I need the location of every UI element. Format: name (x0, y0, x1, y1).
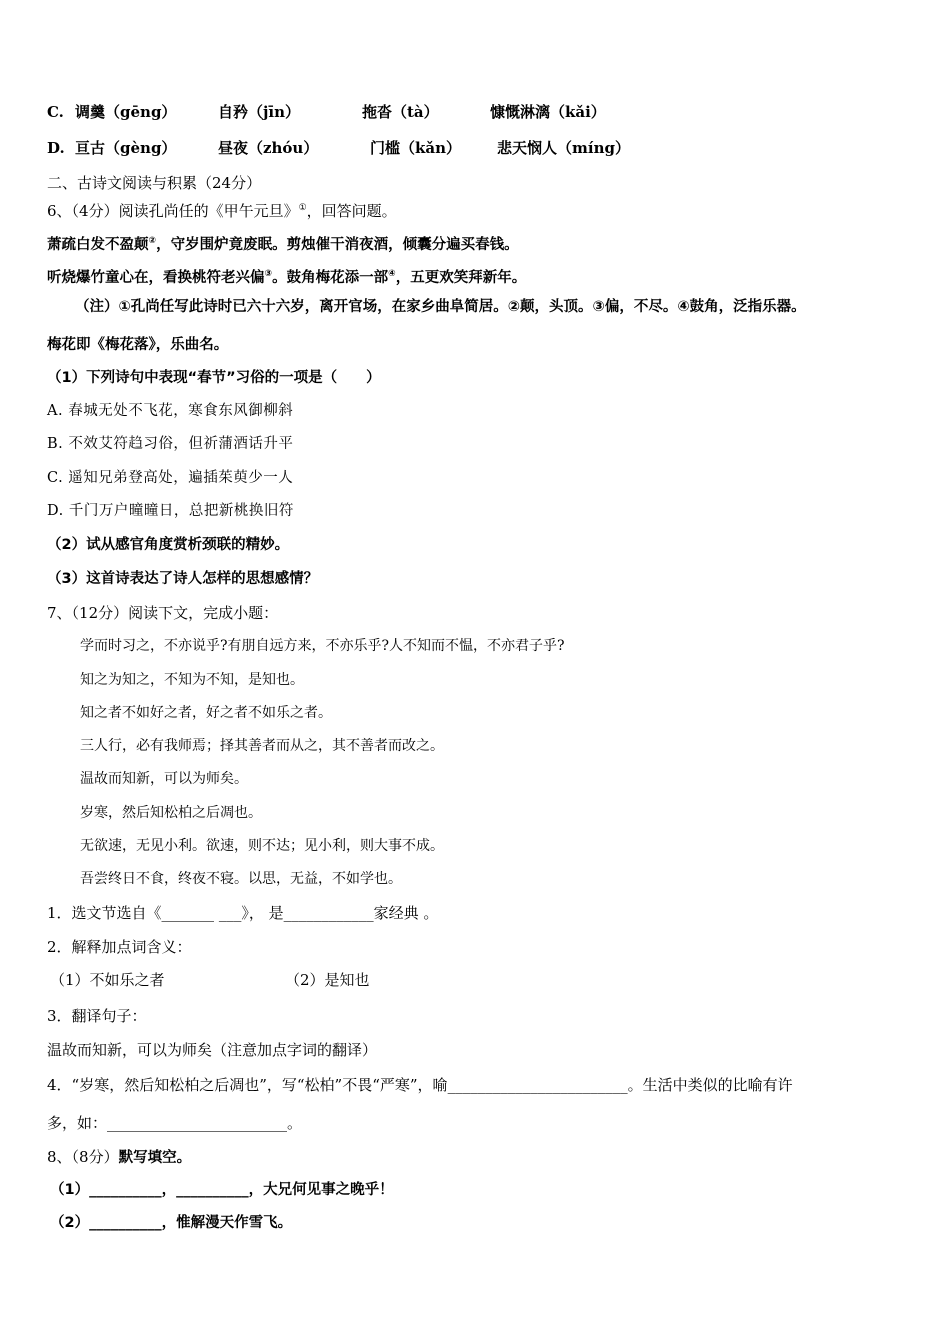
q8-num: （1） (50, 1182, 90, 1198)
q5-c-item-2: 自矜（jīn） (218, 103, 301, 121)
q7-s4-text: 。 (287, 1114, 303, 1132)
q6-title-tail: ，回答问题。 (306, 202, 397, 220)
q7-s1 (47, 903, 438, 923)
passage-line: 吾尝终日不食，终夜不寝。以思，无益，不如学也。 (80, 871, 402, 887)
q8-line-2 (50, 1213, 292, 1233)
q6-sub2: （2）试从感官角度赏析颈联的精妙。 (47, 537, 290, 553)
footnote-mark: ④ (388, 269, 396, 279)
q7-title: 7、（12分）阅读下文，完成小题： (47, 604, 279, 622)
q7-s3-text: 温故而知新，可以为师矣（注意加点字词的翻译） (47, 1041, 378, 1059)
q7-s3: 3．翻译句子： (47, 1007, 147, 1025)
q7-s2-1: （1）不如乐之者 (50, 971, 165, 989)
answer-blank[interactable]: _______ ___ (161, 904, 242, 922)
footnote-mark: ③ (264, 269, 273, 279)
poem-text: 。鼓角梅花添一部 (272, 269, 389, 286)
q5-d-item-4: 悲天悯人（míng） (497, 139, 630, 157)
q7-s1-text: 家经典 。 (373, 904, 439, 922)
q8-text: ，惟解漫天作雪飞。 (161, 1215, 293, 1231)
q7-s4-text: 4．“岁寒，然后知松柏之后凋也”，写“松柏”不畏“严寒”，喻 (47, 1076, 448, 1094)
q5-c-item-4: 慷慨淋漓（kǎi） (490, 103, 606, 121)
poem-text: 萧疏白发不盈颠 (47, 236, 149, 253)
passage-line: 岁寒，然后知松柏之后凋也。 (80, 805, 262, 821)
q5-c-item-3: 拖沓（tà） (362, 103, 439, 121)
q7-s4-text: 。生活中类似的比喻有许 (627, 1076, 793, 1094)
q8-text: ， (161, 1182, 177, 1198)
section-heading: 二、古诗文阅读与积累（24分） (47, 174, 262, 192)
poem-line-1 (47, 231, 519, 255)
q6-sub3: （3）这首诗表达了诗人怎样的思想感情？ (47, 571, 319, 587)
q8-line-1 (50, 1180, 394, 1200)
answer-blank[interactable]: __________ (89, 1182, 162, 1198)
poem-text: ，五更欢笑拜新年。 (395, 269, 527, 286)
q8-num: （2） (50, 1215, 90, 1231)
poem-text: ，守岁围炉竟废眠。剪烛催干消夜酒，倾囊分遍买春钱。 (156, 236, 519, 253)
q6-title (47, 198, 397, 221)
answer-blank[interactable]: ________________________ (107, 1114, 288, 1132)
q7-s1-text: 1．选文节选自《 (47, 904, 162, 922)
q7-s1-text: 》， 是 (241, 904, 284, 922)
answer-blank[interactable]: ____________ (283, 904, 374, 922)
answer-blank[interactable]: __________ (89, 1215, 162, 1231)
q5-d-item-2: 昼夜（zhóu） (218, 139, 319, 157)
passage-line: 知之为知之，不知为不知，是知也。 (80, 672, 304, 688)
footnote-mark: ② (148, 236, 157, 246)
q5-option-d: D. (47, 139, 65, 157)
passage-line: 知之者不如好之者，好之者不如乐之者。 (80, 705, 332, 721)
q6-option-a: A. 春城无处不飞花，寒食东风御柳斜 (47, 403, 294, 419)
q5-c-item-1: 调羹（gēng） (75, 103, 177, 121)
q6-option-d: D. 千门万户曈曈日，总把新桃换旧符 (47, 503, 294, 519)
q5-d-item-3: 门槛（kǎn） (370, 139, 462, 157)
q6-option-b: B. 不效艾符趋习俗，但祈蒲酒话升平 (47, 436, 294, 452)
q7-s2-2: （2）是知也 (285, 971, 370, 989)
passage-line: 三人行，必有我师焉；择其善者而从之，其不善者而改之。 (80, 738, 444, 754)
option-label: C. (47, 103, 64, 121)
poem-line-2 (47, 264, 526, 288)
q8-title-text: 默写填空。 (118, 1150, 192, 1166)
poem-notes: （注）①孔尚任写此诗时已六十六岁，离开官场，在家乡曲阜简居。②颠，头顶。③偏，不尽。④鼓角，泛指乐器。 (75, 299, 806, 315)
q7-s4-text: 多，如： (47, 1114, 108, 1132)
answer-blank[interactable]: ________________________ (447, 1076, 628, 1094)
q8-title (47, 1147, 191, 1168)
q7-s4-cont (47, 1113, 302, 1133)
passage-line: 无欲速，无见小利。欲速，则不达；见小利，则大事不成。 (80, 838, 444, 854)
poem-notes-cont: 梅花即《梅花落》，乐曲名。 (47, 337, 229, 353)
answer-blank[interactable]: __________ (176, 1182, 249, 1198)
q5-option-c (47, 102, 64, 122)
q6-option-c: C. 遥知兄弟登高处，遍插茱萸少一人 (47, 470, 294, 486)
footnote-mark: ① (298, 203, 307, 213)
passage-line: 学而时习之，不亦说乎?有朋自远方来，不亦乐乎?人不知而不愠，不亦君子乎? (80, 638, 565, 654)
poem-text: 听烧爆竹童心在，看换桃符老兴偏 (47, 269, 265, 286)
q6-title-text: 6、（4分）阅读孔尚任的《甲午元旦》 (47, 202, 299, 220)
q8-text: ，大兄何见事之晚乎！ (248, 1182, 394, 1198)
q7-s2: 2．解释加点词含义： (47, 938, 192, 956)
q7-s4 (47, 1075, 793, 1095)
q6-sub1: （1）下列诗句中表现“春节”习俗的一项是（ ） (47, 370, 381, 386)
q8-title-score: 8、（8分） (47, 1148, 119, 1166)
q5-d-item-1: 亘古（gèng） (75, 139, 177, 157)
passage-line: 温故而知新，可以为师矣。 (80, 771, 248, 787)
